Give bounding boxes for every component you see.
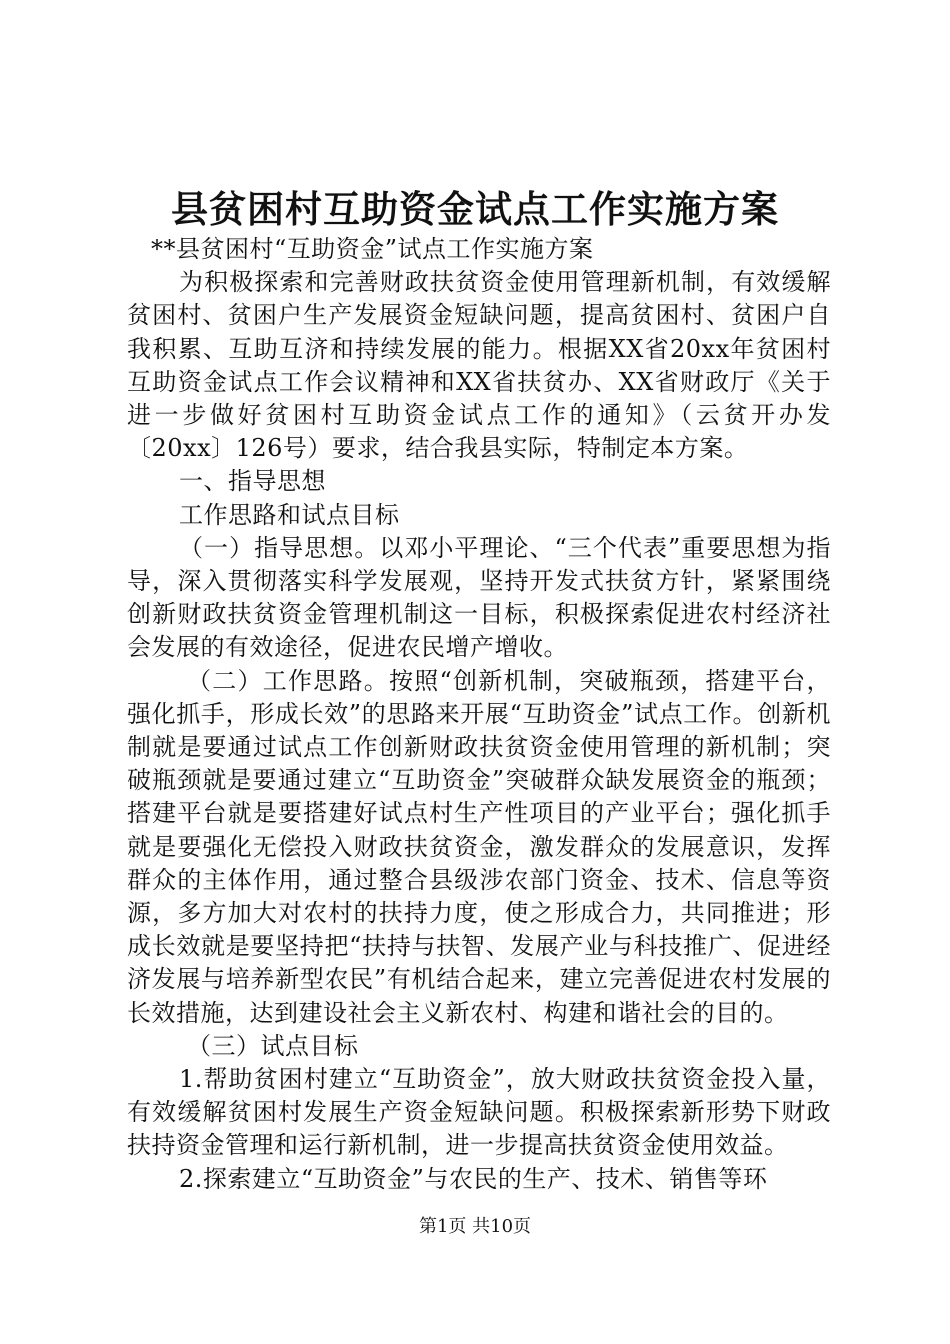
goal-item-1: 1.帮助贫困村建立“互助资金”，放大财政扶贫资金投入量，有效缓解贫困村发展生产资金短缺问题。积极探索新形势下财政扶持资金管理和运行新机制，进一步提高扶贫资金使用效益。 xyxy=(127,1065,831,1160)
section-subheading: 工作思路和试点目标 xyxy=(179,500,400,529)
guiding-ideology-paragraph: （一）指导思想。以邓小平理论、“三个代表”重要思想为指导，深入贯彻落实科学发展观，坚持开发式扶贫方针，紧紧围绕创新财政扶贫资金管理机制这一目标，积极探索促进农村经济社会发展的有效途径，促进农民增产增收。 xyxy=(127,533,831,662)
subtitle-paragraph: **县贫困村“互助资金”试点工作实施方案 xyxy=(151,235,594,263)
pilot-goals-heading: （三）试点目标 xyxy=(187,1031,359,1060)
work-approach-paragraph: （二）工作思路。按照“创新机制，突破瓶颈，搭建平台，强化抓手，形成长效”的思路来开展“互助资金”试点工作。创新机制就是要通过试点工作创新财政扶贫资金使用管理的新机制；突破瓶颈就是要通过建立“互助资金”突破群众缺发展资金的瓶颈；搭建平台就是要搭建好试点村生产性项目的产业平台；强化抓手就是要强化无偿投入财政扶贫资金，激发群众的发展意识，发挥群众的主体作用，通过整合县级涉农部门资金、技术、信息等资源，多方加大对农村的扶持力度，使之形成合力，共同推进；形成长效就是要坚持把“扶持与扶智、发展产业与科技推广、促进经济发展与培养新型农民”有机结合起来，建立完善促进农村发展的长效措施，达到建设社会主义新农村、构建和谐社会的目的。 xyxy=(127,666,831,1027)
page-footer: 第1页 共10页 xyxy=(418,1216,532,1237)
document-body xyxy=(127,233,831,1196)
intro-paragraph: 为积极探索和完善财政扶贫资金使用管理新机制，有效缓解贫困村、贫困户生产发展资金短缺问题，提高贫困村、贫困户自我积累、互助互济和持续发展的能力。根据XX省20xx年贫困村互助资金试点工作会议精神和XX省扶贫办、XX省财政厅《关于进一步做好贫困村互助资金试点工作的通知》（云贫开办发〔20xx〕126号）要求，结合我县实际，特制定本方案。 xyxy=(127,268,831,463)
document-title: 县贫困村互助资金试点工作实施方案 xyxy=(171,187,779,231)
section-heading-1: 一、指导思想 xyxy=(179,467,326,496)
goal-item-2: 2.探索建立“互助资金”与农民的生产、技术、销售等环 xyxy=(179,1164,768,1193)
